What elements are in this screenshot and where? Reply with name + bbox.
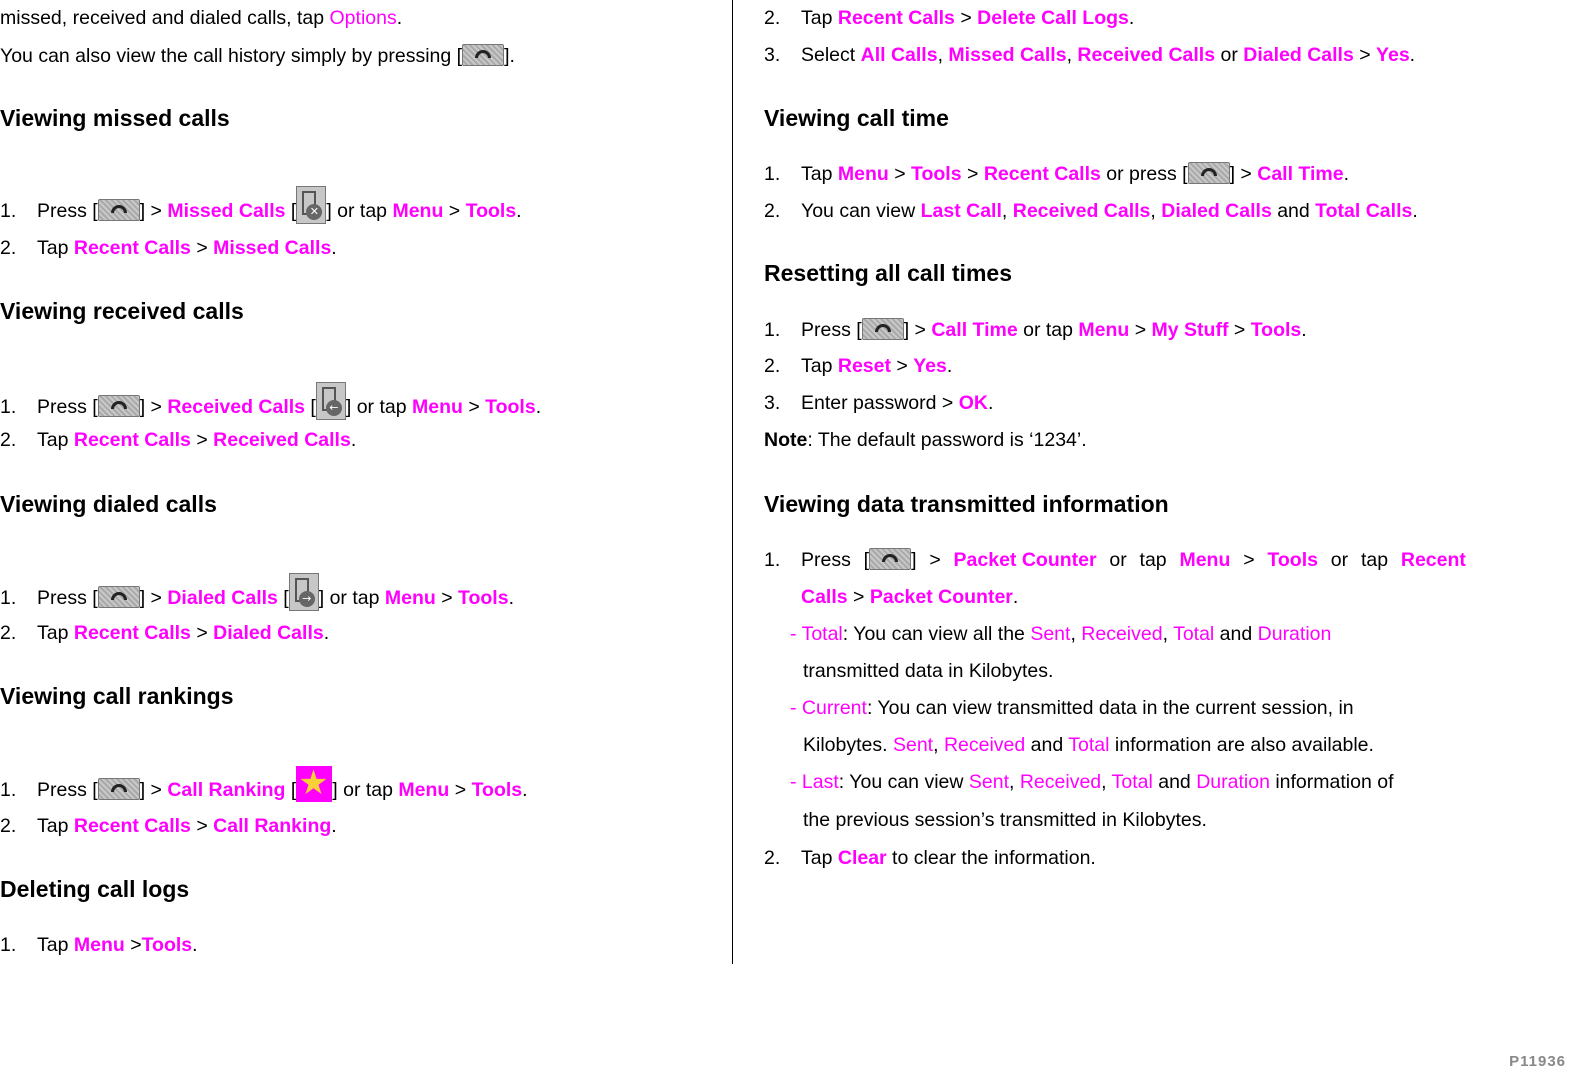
deleting-step-3: 3. Select All Calls, Missed Calls, Received Calls or Dialed Calls > Yes. — [764, 44, 1416, 66]
total-description-cont: transmitted data in Kilobytes. — [803, 660, 1054, 682]
last-description-cont: the previous session’s transmitted in Kilobytes. — [803, 809, 1207, 831]
reset-step-1: 1. Press [ ] > Call Time or tap Menu > My Stuff > Tools. — [764, 319, 1307, 341]
data-step-1-line-1: 1. Press [ ] > Packet Counter or tap Menu > Tools or tap Recent — [764, 549, 1466, 571]
current-description: - Current: You can view transmitted data in the current session, in — [790, 697, 1354, 719]
call-key-icon — [98, 586, 140, 608]
intro-line-2: You can also view the call history simply by pressing [ ]. — [0, 45, 515, 67]
missed-calls-icon: ✕ — [296, 186, 326, 224]
options-link: Options — [329, 7, 397, 29]
missed-step-2: 2. Tap Recent Calls > Missed Calls. — [0, 237, 337, 259]
deleting-step-1: 1. Tap Menu >Tools. — [0, 934, 198, 956]
last-description: - Last: You can view Sent, Received, Total and Duration information of — [790, 771, 1394, 793]
deleting-step-2: 2. Tap Recent Calls > Delete Call Logs. — [764, 7, 1135, 29]
heading-call-rankings: Viewing call rankings — [0, 683, 234, 709]
intro-line-1: missed, received and dialed calls, tap Options. — [0, 7, 403, 29]
ranking-step-2: 2. Tap Recent Calls > Call Ranking. — [0, 815, 337, 837]
call-key-icon — [869, 548, 911, 570]
dialed-calls-icon: → — [289, 573, 319, 611]
current-description-cont: Kilobytes. Sent, Received and Total information are also available. — [803, 734, 1374, 756]
heading-call-time: Viewing call time — [764, 105, 949, 131]
reset-note: Note: The default password is ‘1234’. — [764, 429, 1087, 451]
call-time-step-2: 2. You can view Last Call, Received Calls, Dialed Calls and Total Calls. — [764, 200, 1418, 222]
heading-deleting-call-logs: Deleting call logs — [0, 876, 190, 902]
reset-step-2: 2. Tap Reset > Yes. — [764, 355, 953, 377]
received-step-2: 2. Tap Recent Calls > Received Calls. — [0, 429, 357, 451]
call-key-icon — [98, 778, 140, 800]
ranking-step-1: 1. Press [ ] > Call Ranking [★ ] or tap Menu > Tools. — [0, 766, 528, 802]
heading-dialed-calls: Viewing dialed calls — [0, 491, 217, 517]
data-step-1-line-2: Calls > Packet Counter. — [801, 586, 1019, 608]
call-key-icon — [462, 44, 504, 66]
star-icon — [296, 766, 332, 802]
call-time-step-1: 1. Tap Menu > Tools > Recent Calls or press [ ] > Call Time. — [764, 163, 1349, 185]
reset-step-3: 3. Enter password > OK. — [764, 392, 994, 414]
column-divider — [732, 0, 733, 964]
data-step-2: 2. Tap Clear to clear the information. — [764, 847, 1096, 869]
received-calls-icon: ← — [316, 382, 346, 420]
dialed-step-1: 1. Press [ ] > Dialed Calls [ → ] or tap Menu > Tools. — [0, 573, 514, 611]
missed-step-1: 1. Press [ ] > Missed Calls [ ✕ ] or tap Menu > Tools. — [0, 186, 522, 224]
heading-received-calls: Viewing received calls — [0, 298, 244, 324]
call-key-icon — [862, 318, 904, 340]
call-key-icon — [1188, 162, 1230, 184]
call-key-icon — [98, 395, 140, 417]
total-description: - Total: You can view all the Sent, Received, Total and Duration — [790, 623, 1332, 645]
received-step-1: 1. Press [ ] > Received Calls [ ← ] or tap Menu > Tools. — [0, 382, 541, 420]
page-code: P11936 — [1509, 1053, 1566, 1070]
heading-resetting-call-times: Resetting all call times — [764, 260, 1012, 286]
heading-missed-calls: Viewing missed calls — [0, 105, 230, 131]
dialed-step-2: 2. Tap Recent Calls > Dialed Calls. — [0, 622, 330, 644]
call-key-icon — [98, 199, 140, 221]
heading-data-transmitted: Viewing data transmitted information — [764, 491, 1169, 517]
